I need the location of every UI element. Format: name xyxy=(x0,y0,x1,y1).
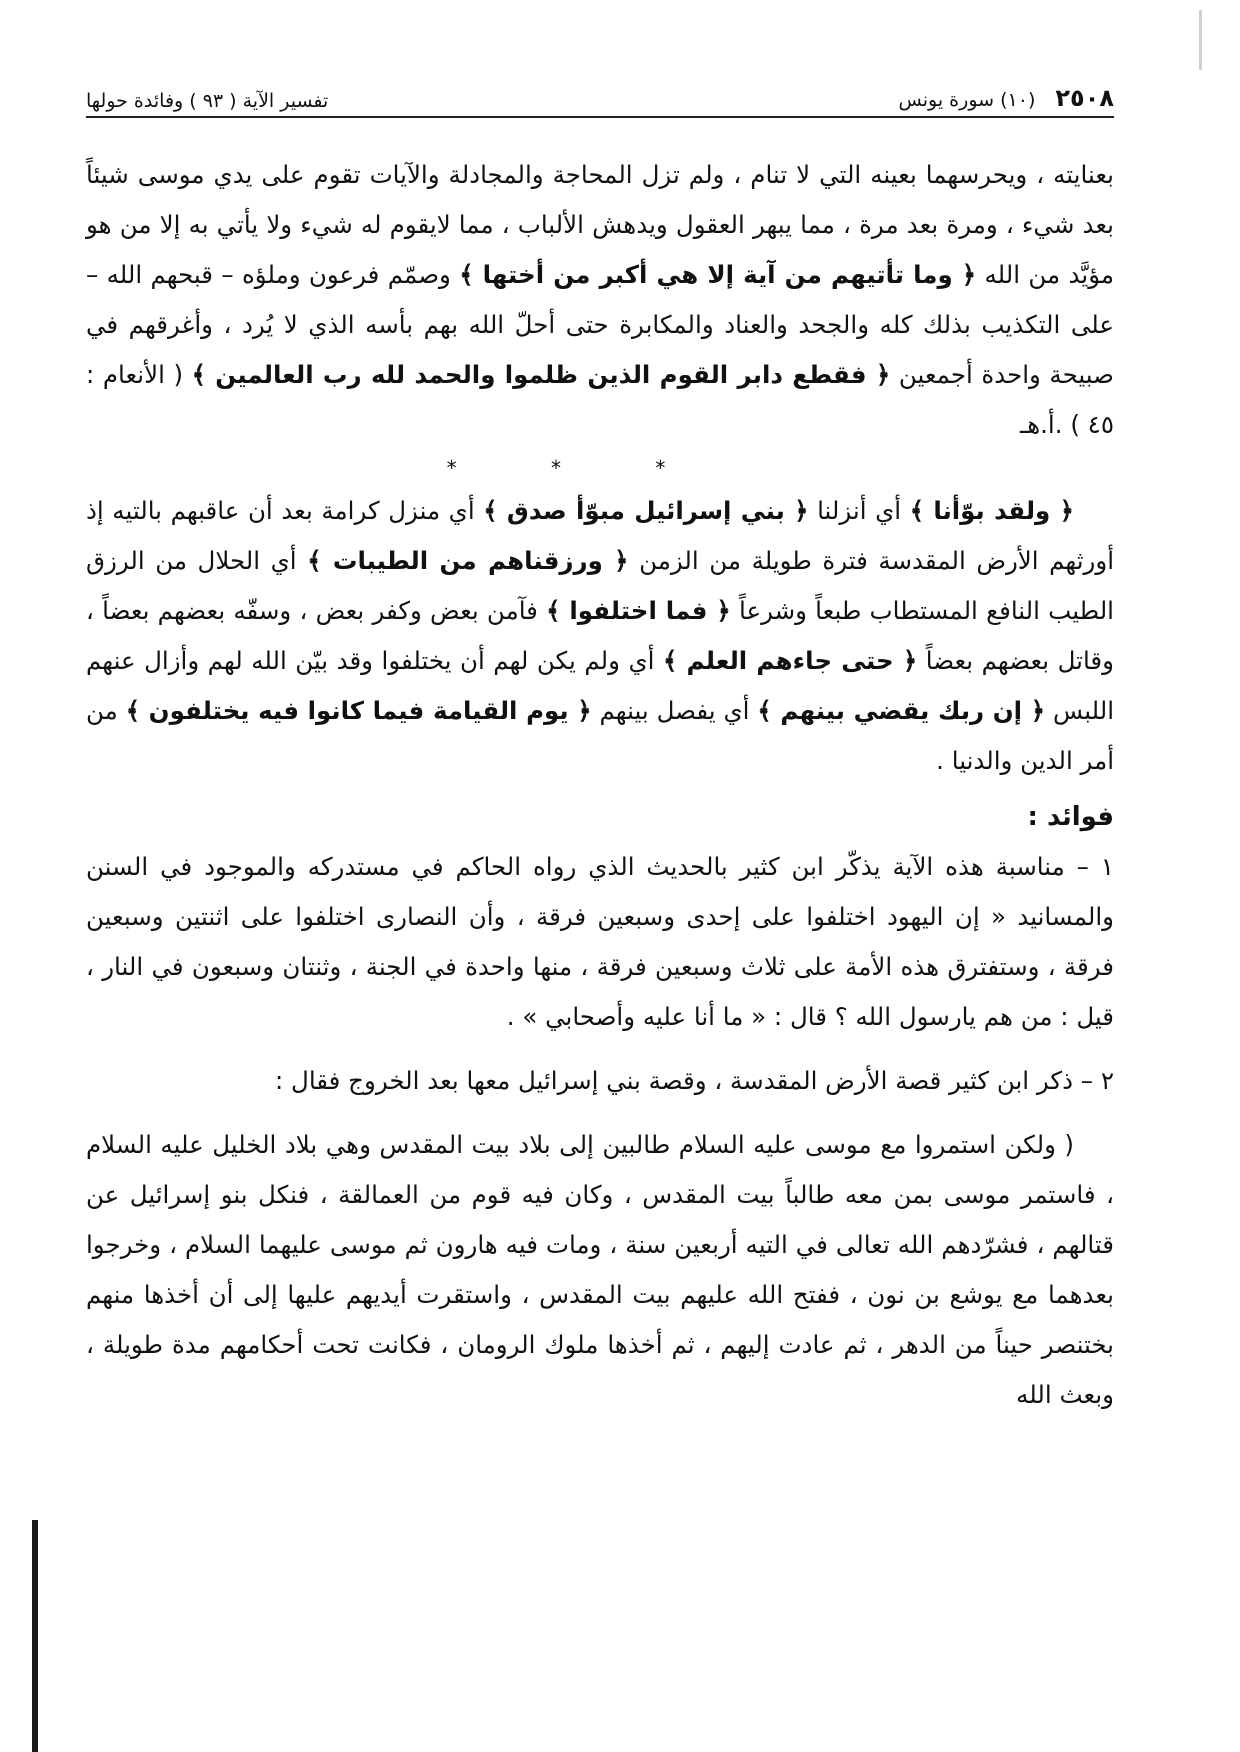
section-separator: * * * xyxy=(446,456,710,480)
header-topic: تفسير الآية ( ٩٣ ) وفائدة حولها xyxy=(86,90,329,112)
text-segment: وصمّم فرعون وملؤه – قبحهم الله – على التكذيب بذلك كله والجحد والعناد والمكابرة حتى أحلّ الله بهم بأسه الذي لا يُرد ، وأغرقهم في صبيحة واحدة أجمعين xyxy=(86,260,1114,389)
benefit-1: ١ – مناسبة هذه الآية يذكّر ابن كثير بالحديث الذي رواه الحاكم في مستدركه والموجود في السنن والمسانيد « إن اليهود اختلفوا على إحدى وسبعين فرقة ، وأن النصارى اختلفوا على اثنتين وسبعين فرقة ، وستفترق هذه الأمة على ثلاث وسبعين فرقة ، منها واحدة في الجنة ، وثنتان وسبعون في النار ، قيل : من هم يارسول الله ؟ قال : « ما أنا عليه وأصحابي » . xyxy=(86,852,1114,1031)
fawaid-heading: فوائد : xyxy=(1027,802,1114,832)
benefit-2: ٢ – ذكر ابن كثير قصة الأرض المقدسة ، وقصة بني إسرائيل معها بعد الخروج فقال : xyxy=(274,1066,1114,1095)
text-segment: أي ولم يكن لهم أن يختلفوا وقد بيّن الله لهم وأزال عنهم اللبس xyxy=(86,646,1114,725)
text-segment: أي منزل كرامة بعد أن عاقبهم بالتيه إذ أورثهم الأرض المقدسة فترة طويلة من الزمن xyxy=(86,496,1115,575)
ibn-kathir-quote: ( ولكن استمروا مع موسى عليه السلام طالبين إلى بلاد بيت المقدس وهي بلاد الخليل عليه السلام ، فاستمر موسى بمن معه طالباً بيت المقدس ، وكان فيه قوم من العمالقة ، فنكل بنو إسرائيل عن قتالهم ، فشرّدهم الله تعالى في التيه أربعين سنة ، ومات فيه هارون ثم موسى عليهما السلام ، وخرجوا بعدهما مع يوشع بن نون ، ففتح الله عليهم بيت المقدس ، واستقرت أيديهم عليها إلى أن أخذها منهم بختنصر حيناً من الدهر ، ثم عادت إليهم ، ثم أخذها ملوك الرومان ، فكانت تحت أحكامهم مدة طويلة ، وبعث الله xyxy=(86,1130,1114,1409)
quran-quote: ﴿ ولقد بوّأنا ﴾ xyxy=(909,496,1074,525)
scan-edge-mark xyxy=(1199,10,1202,70)
paragraph-1 xyxy=(86,150,1114,450)
quran-quote: ﴿ بني إسرائيل مبوّأ صدق ﴾ xyxy=(483,496,809,525)
quran-quote: ﴿ ورزقناهم من الطيبات ﴾ xyxy=(307,546,629,575)
spacer xyxy=(86,1042,1114,1056)
header-right xyxy=(899,84,1114,112)
surah-label: (١٠) سورة يونس xyxy=(898,89,1036,111)
quran-quote: ﴿ وما تأتيهم من آية إلا هي أكبر من أختها ﴾ xyxy=(459,260,977,289)
quran-quote: ﴿ فما اختلفوا ﴾ xyxy=(546,596,731,625)
quran-quote: ﴿ يوم القيامة فيما كانوا فيه يختلفون ﴾ xyxy=(125,696,592,725)
spacer xyxy=(86,1106,1114,1120)
quran-quote: ﴿ حتى جاءهم العلم ﴾ xyxy=(662,646,918,675)
text-segment: من أمر الدين والدنيا . xyxy=(86,696,1114,775)
quran-quote: ﴿ فقطع دابر القوم الذين ظلموا والحمد لله رب العالمين ﴾ xyxy=(191,360,891,389)
text-segment: أي يفصل بينهم xyxy=(599,696,750,725)
text-segment: بعنايته ، ويحرسهما بعينه التي لا تنام ، ولم تزل المحاجة والمجادلة والآيات تقوم على يدي موسى شيئاً بعد شيء ، ومرة بعد مرة ، مما يبهر العقول ويدهش الألباب ، مما لايقوم له شيء ولا يأتي به إلا من هو مؤيَّد من الله xyxy=(86,160,1114,289)
page-number: ٢٥٠٨ xyxy=(1055,84,1114,112)
citation: ( الأنعام : ٤٥ ) .أ.هـ xyxy=(86,360,1114,439)
running-header xyxy=(86,72,1114,112)
scan-binding-shadow xyxy=(32,1520,38,1752)
text-segment: أي الحلال من الرزق الطيب النافع المستطاب طبعاً وشرعاً xyxy=(86,546,1114,625)
text-segment: فآمن بعض وكفر بعض ، وسفّه بعضهم بعضاً ، وقاتل بعضهم بعضاً xyxy=(86,596,1114,675)
quran-quote: ﴿ إن ربك يقضي بينهم ﴾ xyxy=(757,696,1046,725)
page-body xyxy=(86,150,1114,1420)
paragraph-2 xyxy=(86,486,1114,786)
text-segment: أي أنزلنا xyxy=(817,496,902,525)
header-divider xyxy=(86,116,1114,118)
